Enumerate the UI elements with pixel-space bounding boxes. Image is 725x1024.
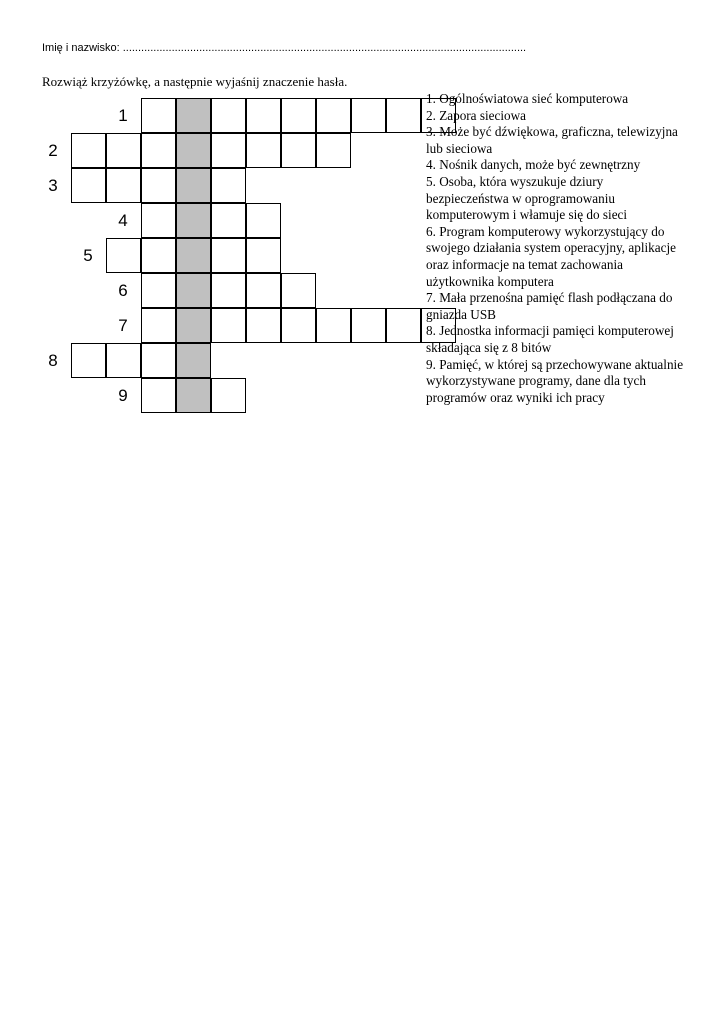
answer-cell[interactable] bbox=[281, 273, 316, 308]
key-cell[interactable] bbox=[176, 378, 211, 413]
instruction-text: Rozwiąż krzyżówkę, a następnie wyjaśnij znaczenie hasła. bbox=[42, 74, 348, 89]
name-label: Imię i nazwisko: bbox=[42, 42, 123, 54]
answer-cell[interactable] bbox=[246, 238, 281, 273]
clue-1: 1. Ogólnoświatowa sieć komputerowa bbox=[426, 91, 629, 106]
key-cell[interactable] bbox=[176, 133, 211, 168]
answer-cell[interactable] bbox=[106, 133, 141, 168]
answer-cell[interactable] bbox=[141, 133, 176, 168]
answer-cell[interactable] bbox=[211, 308, 246, 343]
answer-cell[interactable] bbox=[386, 98, 421, 133]
row-number-1: 1 bbox=[118, 106, 128, 125]
answer-cell[interactable] bbox=[211, 378, 246, 413]
name-dots: .................................................................................................................................... bbox=[122, 42, 527, 54]
row-number-5: 5 bbox=[83, 246, 93, 265]
answer-cell[interactable] bbox=[386, 308, 421, 343]
key-cell[interactable] bbox=[176, 98, 211, 133]
answer-cell[interactable] bbox=[316, 308, 351, 343]
row-number-3: 3 bbox=[48, 176, 58, 195]
answer-cell[interactable] bbox=[211, 238, 246, 273]
answer-cell[interactable] bbox=[246, 273, 281, 308]
row-number-8: 8 bbox=[48, 351, 58, 370]
answer-cell[interactable] bbox=[246, 203, 281, 238]
answer-cell[interactable] bbox=[141, 343, 176, 378]
answer-cell[interactable] bbox=[71, 343, 106, 378]
answer-cell[interactable] bbox=[106, 168, 141, 203]
answer-cell[interactable] bbox=[351, 308, 386, 343]
answer-cell[interactable] bbox=[316, 133, 351, 168]
answer-cell[interactable] bbox=[316, 98, 351, 133]
answer-cell[interactable] bbox=[281, 133, 316, 168]
answer-cell[interactable] bbox=[141, 308, 176, 343]
answer-cell[interactable] bbox=[281, 308, 316, 343]
answer-cell[interactable] bbox=[106, 343, 141, 378]
answer-cell[interactable] bbox=[141, 238, 176, 273]
key-cell[interactable] bbox=[176, 273, 211, 308]
clue-9: 9. Pamięć, w której są przechowywane aktualnie wykorzystywane programy, dane dla tych programów oraz wyniki ich pracy bbox=[426, 356, 684, 405]
answer-cell[interactable] bbox=[281, 98, 316, 133]
answer-cell[interactable] bbox=[141, 203, 176, 238]
answer-cell[interactable] bbox=[141, 273, 176, 308]
key-cell[interactable] bbox=[176, 168, 211, 203]
clue-list bbox=[426, 91, 684, 406]
answer-cell[interactable] bbox=[211, 203, 246, 238]
key-cell[interactable] bbox=[176, 203, 211, 238]
key-cell[interactable] bbox=[176, 343, 211, 378]
answer-cell[interactable] bbox=[71, 133, 106, 168]
row-number-7: 7 bbox=[118, 316, 128, 335]
key-cell[interactable] bbox=[176, 308, 211, 343]
answer-cell[interactable] bbox=[141, 378, 176, 413]
clue-7: 7. Mała przenośna pamięć flash podłączana do gniazda USB bbox=[426, 290, 673, 322]
clue-3: 3. Może być dźwiękowa, graficzna, telewizyjna lub sieciowa bbox=[426, 124, 678, 156]
answer-cell[interactable] bbox=[211, 133, 246, 168]
key-cell[interactable] bbox=[176, 238, 211, 273]
clue-8: 8. Jednostka informacji pamięci komputerowej składająca się z 8 bitów bbox=[426, 323, 674, 355]
clue-2: 2. Zapora sieciowa bbox=[426, 107, 526, 123]
answer-cell[interactable] bbox=[141, 168, 176, 203]
row-number-9: 9 bbox=[118, 386, 128, 405]
answer-cell[interactable] bbox=[211, 273, 246, 308]
answer-cell[interactable] bbox=[141, 98, 176, 133]
answer-cell[interactable] bbox=[246, 133, 281, 168]
answer-cell[interactable] bbox=[246, 98, 281, 133]
answer-cell[interactable] bbox=[211, 98, 246, 133]
clue-6: 6. Program komputerowy wykorzystujący do swojego działania system operacyjny, aplikacje oraz informacje na temat zachowania użytkownika komputera bbox=[426, 223, 676, 289]
row-number-4: 4 bbox=[118, 211, 128, 230]
answer-cell[interactable] bbox=[351, 98, 386, 133]
clue-5: 5. Osoba, która wyszukuje dziury bezpieczeństwa w oprogramowaniu komputerowym i włamuje się do sieci bbox=[426, 173, 628, 223]
answer-cell[interactable] bbox=[211, 168, 246, 203]
answer-cell[interactable] bbox=[246, 308, 281, 343]
row-number-2: 2 bbox=[48, 141, 58, 160]
row-number-6: 6 bbox=[118, 281, 128, 300]
crossword-grid bbox=[0, 0, 430, 430]
clue-4: 4. Nośnik danych, może być zewnętrzny bbox=[426, 157, 641, 173]
answer-cell[interactable] bbox=[71, 168, 106, 203]
answer-cell[interactable] bbox=[106, 238, 141, 273]
